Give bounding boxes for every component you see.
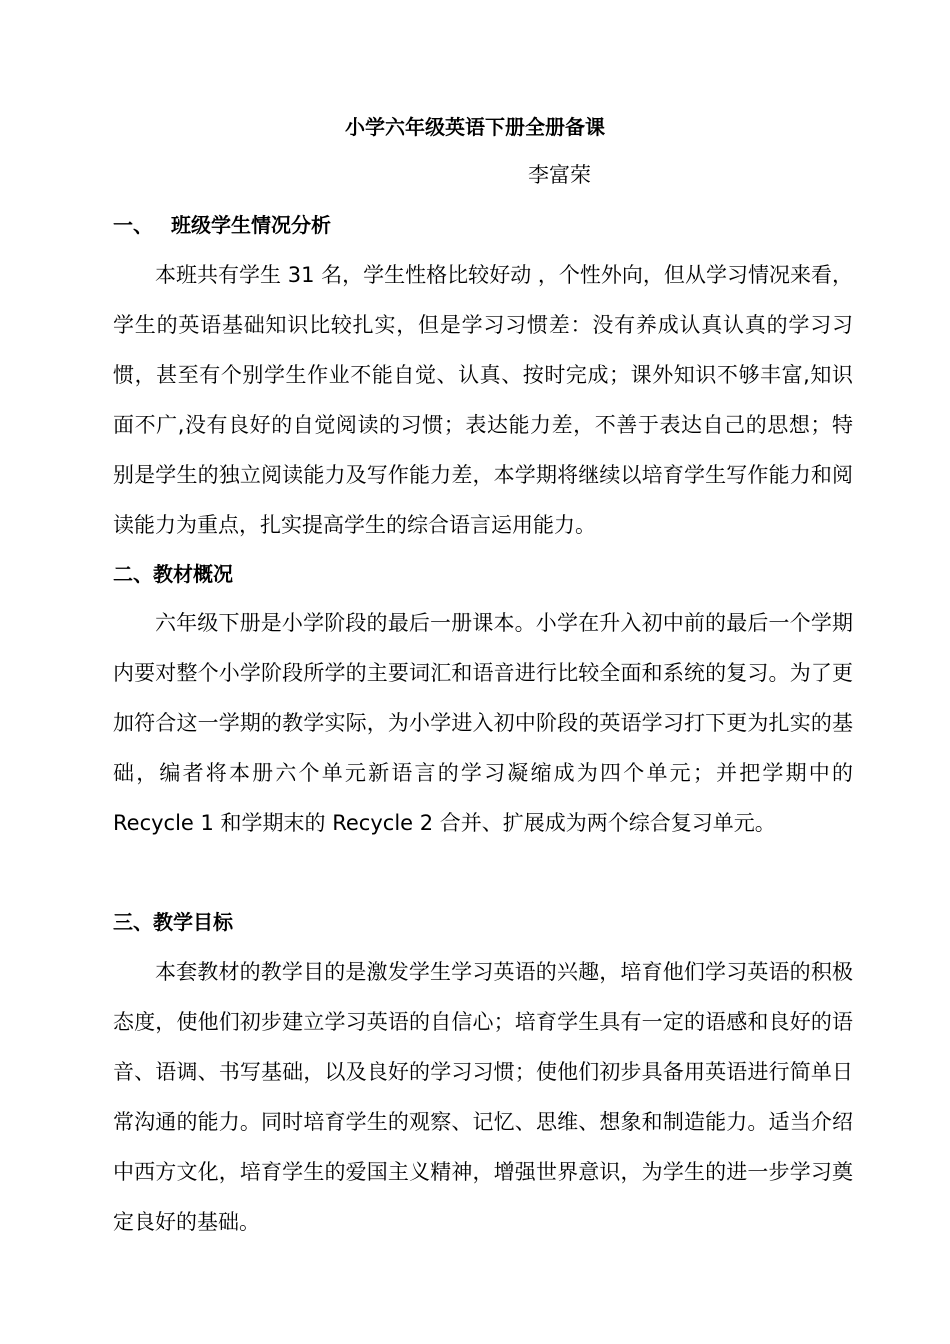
author-name: 李富荣 <box>528 163 591 187</box>
section-number: 三、 <box>113 910 153 934</box>
document-title: 小学六年级英语下册全册备课 <box>345 115 605 139</box>
section-number: 一、 <box>113 213 153 237</box>
section-number: 二、 <box>113 562 153 586</box>
section-heading-text: 教材概况 <box>153 562 233 586</box>
section-body-class-analysis: 本班共有学生 31 名，学生性格比较好动 ，个性外向，但从学习情况来看，学生的英语基础知识比较扎实，但是学习习惯差：没有养成认真认真的学习习惯，甚至有个别学生作业不能自觉、认真、按时完成；课外知识不够丰富,知识面不广,没有良好的自觉阅读的习惯；表达能力差，不善于表达自己的思想；特别是学生的独立阅读能力及写作能力差，本学期将继续以培育学生写作能力和阅读能力为重点，扎实提高学生的综合语言运用能力。 <box>113 263 853 537</box>
section-heading-text: 班级学生情况分析 <box>171 213 331 237</box>
section-heading-teaching-goals <box>113 907 233 937</box>
section-heading-textbook-overview <box>113 559 233 589</box>
section-body-textbook-overview: 六年级下册是小学阶段的最后一册课本。小学在升入初中前的最后一个学期内要对整个小学阶段所学的主要词汇和语音进行比较全面和系统的复习。为了更加符合这一学期的教学实际，为小学进入初中阶段的英语学习打下更为扎实的基础，编者将本册六个单元新语言的学习凝缩成为四个单元；并把学期中的 Recycle 1 和学期末的 Recycle 2 合并、扩展成为两个综合复习单元。 <box>113 611 853 835</box>
section-body-teaching-goals: 本套教材的教学目的是激发学生学习英语的兴趣，培育他们学习英语的积极态度，使他们初步建立学习英语的自信心；培育学生具有一定的语感和良好的语音、语调、书写基础，以及良好的学习习惯；使他们初步具备用英语进行简单日常沟通的能力。同时培育学生的观察、记忆、思维、想象和制造能力。适当介绍中西方文化，培育学生的爱国主义精神，增强世界意识，为学生的进一步学习奠定良好的基础。 <box>113 960 853 1234</box>
section-heading-class-analysis <box>113 210 331 240</box>
section-heading-text: 教学目标 <box>153 910 233 934</box>
